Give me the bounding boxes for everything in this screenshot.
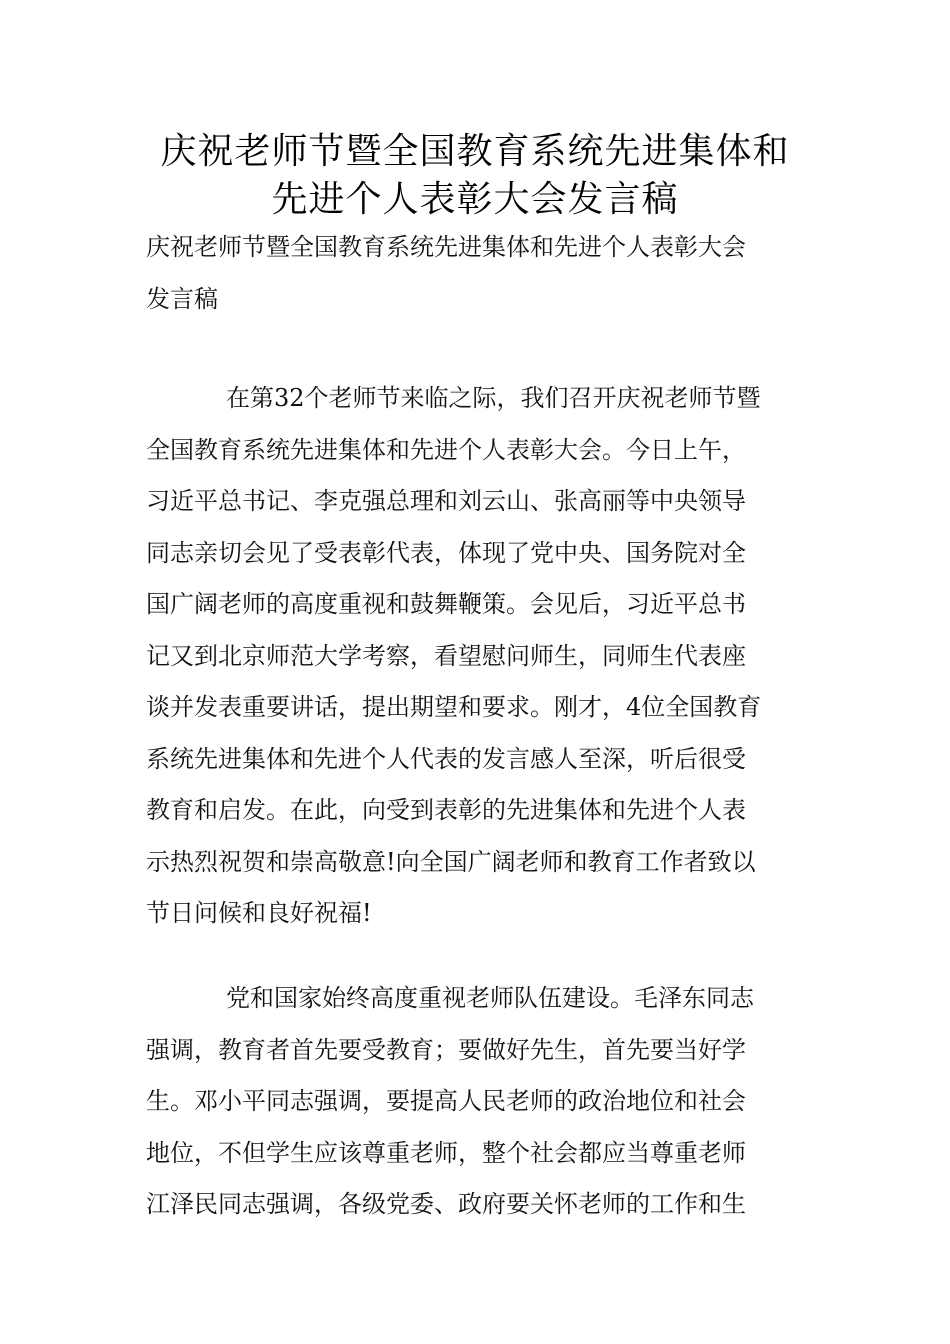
paragraph-line: 教育和启发。在此，向受到表彰的先进集体和先进个人表 bbox=[146, 796, 746, 824]
paragraph-line: 在第32个老师节来临之际，我们召开庆祝老师节暨 bbox=[226, 384, 761, 412]
paragraph-line: 习近平总书记、李克强总理和刘云山、张高丽等中央领导 bbox=[146, 487, 746, 515]
paragraph-line: 全国教育系统先进集体和先进个人表彰大会。今日上午， bbox=[146, 435, 746, 464]
paragraph-line: 示热烈祝贺和崇高敬意!向全国广阔老师和教育工作者致以 bbox=[146, 847, 756, 876]
document-title bbox=[120, 128, 830, 224]
subtitle-line-2: 发言稿 bbox=[146, 284, 218, 313]
paragraph-line: 节日问候和良好祝福! bbox=[146, 899, 372, 927]
paragraph-1 bbox=[146, 373, 816, 940]
paragraph-line: 党和国家始终高度重视老师队伍建设。毛泽东同志 bbox=[226, 984, 754, 1012]
document-subtitle bbox=[146, 222, 816, 325]
paragraph-line: 强调，教育者首先要受教育；要做好先生，首先要当好学 bbox=[146, 1035, 746, 1064]
paragraph-line: 生。邓小平同志强调，要提高人民老师的政治地位和社会 bbox=[146, 1087, 746, 1115]
subtitle-line-1: 庆祝老师节暨全国教育系统先进集体和先进个人表彰大会 bbox=[146, 233, 746, 261]
title-line-1: 庆祝老师节暨全国教育系统先进集体和 bbox=[160, 131, 790, 172]
title-line-2: 先进个人表彰大会发言稿 bbox=[271, 179, 679, 220]
paragraph-line: 系统先进集体和先进个人代表的发言感人至深，听后很受 bbox=[146, 744, 746, 773]
paragraph-2 bbox=[146, 973, 816, 1231]
paragraph-line: 江泽民同志强调，各级党委、政府要关怀老师的工作和生 bbox=[146, 1190, 746, 1218]
paragraph-line: 地位，不但学生应该尊重老师，整个社会都应当尊重老师 bbox=[146, 1138, 746, 1167]
paragraph-line: 谈并发表重要讲话，提出期望和要求。刚才，4位全国教育 bbox=[146, 693, 762, 721]
paragraph-line: 记又到北京师范大学考察，看望慰问师生，同师生代表座 bbox=[146, 641, 746, 670]
paragraph-line: 同志亲切会见了受表彰代表，体现了党中央、国务院对全 bbox=[146, 538, 746, 567]
paragraph-line: 国广阔老师的高度重视和鼓舞鞭策。会见后，习近平总书 bbox=[146, 590, 746, 618]
